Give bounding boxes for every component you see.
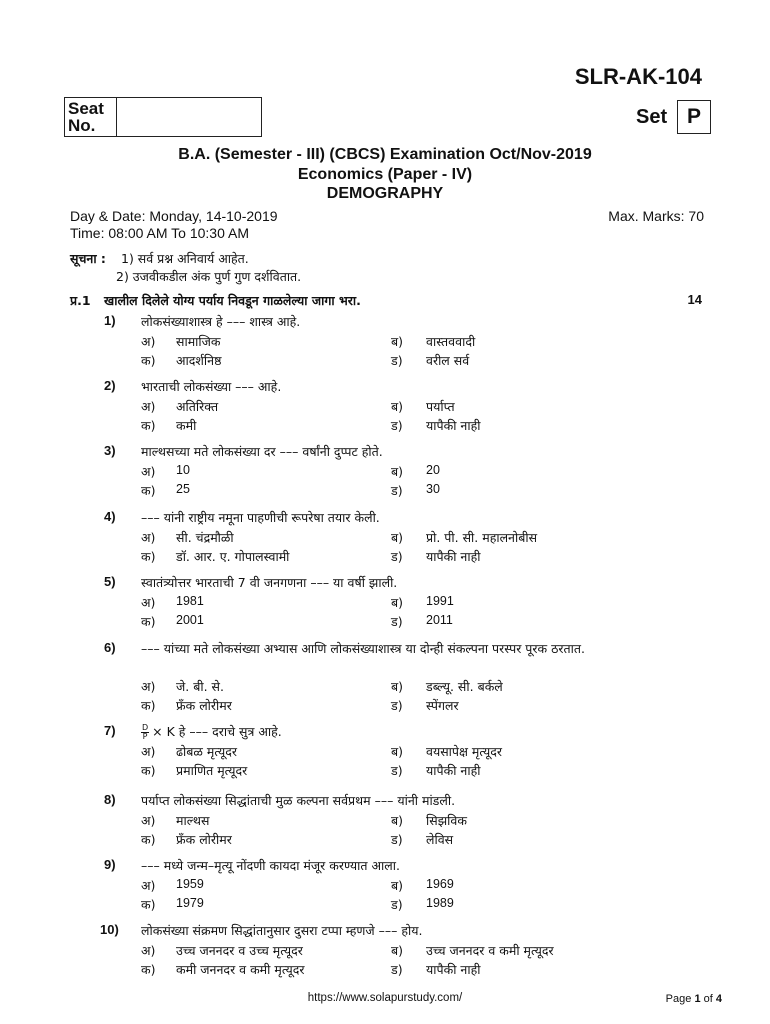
question-text <box>141 509 661 526</box>
instruction-item: 2) उजवीकडील अंक पुर्ण गुण दर्शवितात. <box>116 269 302 284</box>
option-text: फ्रँक लोरीमर <box>176 832 232 847</box>
option-label: ब) <box>391 744 404 759</box>
option-label: ड) <box>391 698 403 713</box>
fraction-numerator: D <box>142 723 149 732</box>
option-label: क) <box>141 418 156 433</box>
option-text: ढोबळ मृत्यूदर <box>176 744 237 759</box>
question-text-body: × K हे ––– दराचे सुत्र आहे. <box>152 724 282 739</box>
option-label: क) <box>141 832 156 847</box>
footer-url: https://www.solapurstudy.com/ <box>307 992 463 1004</box>
question-text <box>141 443 661 460</box>
option-label: अ) <box>141 399 156 414</box>
option-label: ड) <box>391 614 403 629</box>
option-text: यापैकी नाही <box>426 763 481 778</box>
option-text: पर्याप्त <box>426 399 455 414</box>
option-text: कमी जननदर व कमी मृत्यूदर <box>176 962 305 977</box>
section-instruction: खालील दिलेले योग्य पर्याय निवडून गाळलेल्या जागा भरा. <box>104 293 361 308</box>
option-text: 1989 <box>426 896 454 910</box>
question-number: 10) <box>100 922 119 937</box>
option-text: वयसापेक्ष मृत्यूदर <box>426 744 503 759</box>
option-text: सी. चंद्रमौळी <box>176 530 234 545</box>
option-label: ब) <box>391 399 404 414</box>
question-text-body: लोकसंख्या संक्रमण सिद्धांतानुसार दुसरा टप्पा म्हणजे ––– होय. <box>141 923 423 938</box>
option-text: प्रो. पी. सी. महालनोबीस <box>426 530 538 545</box>
option-label: ब) <box>391 595 404 610</box>
exam-time: Time: 08:00 AM To 10:30 AM <box>70 225 249 241</box>
question-text <box>141 640 661 657</box>
option-text: 1979 <box>176 896 204 910</box>
option-text: अतिरिक्त <box>176 399 219 414</box>
option-text: माल्थस <box>176 813 210 828</box>
question-text <box>141 313 661 330</box>
exam-title: B.A. (Semester - III) (CBCS) Examination Oct/Nov-2019 <box>178 146 592 163</box>
option-text: यापैकी नाही <box>426 549 481 564</box>
option-label: क) <box>141 549 156 564</box>
option-label: क) <box>141 353 156 368</box>
question-text <box>141 857 661 874</box>
question-number: 8) <box>104 792 116 807</box>
instructions-label: सूचना : <box>70 251 106 266</box>
page-word: Page <box>665 993 692 1005</box>
option-label: क) <box>141 614 156 629</box>
seat-number-box <box>64 97 262 137</box>
fraction <box>141 724 149 741</box>
option-label: क) <box>141 897 156 912</box>
option-label: ब) <box>391 334 404 349</box>
option-text: लेविस <box>426 832 454 847</box>
question-number: 1) <box>104 313 116 328</box>
option-text: वरील सर्व <box>426 353 470 368</box>
option-text: सामाजिक <box>176 334 221 349</box>
question-number: 4) <box>104 509 116 524</box>
option-label: क) <box>141 483 156 498</box>
question-text-body: लोकसंख्याशास्त्र हे ––– शास्त्र आहे. <box>141 314 301 329</box>
option-label: ब) <box>391 878 404 893</box>
option-text: उच्च जननदर व उच्च मृत्यूदर <box>176 943 303 958</box>
option-text: वास्तववादी <box>426 334 476 349</box>
section-marks: 14 <box>687 292 702 307</box>
option-label: अ) <box>141 595 156 610</box>
option-label: अ) <box>141 334 156 349</box>
option-label: क) <box>141 763 156 778</box>
paper-code: SLR-AK-104 <box>574 64 702 89</box>
option-text: कमी <box>176 418 197 433</box>
page-of: of <box>703 993 713 1005</box>
page-total: 4 <box>715 993 722 1005</box>
option-text: 1981 <box>176 594 204 608</box>
option-label: ड) <box>391 832 403 847</box>
option-text: यापैकी नाही <box>426 962 481 977</box>
option-text: 10 <box>176 463 190 477</box>
option-label: ब) <box>391 679 404 694</box>
option-text: जे. बी. से. <box>176 679 224 694</box>
option-label: क) <box>141 698 156 713</box>
option-text: 2001 <box>176 613 204 627</box>
page-number: 1 <box>694 993 701 1005</box>
option-label: अ) <box>141 530 156 545</box>
option-text: 30 <box>426 482 440 496</box>
option-label: ड) <box>391 353 403 368</box>
question-text <box>141 574 661 591</box>
option-label: ड) <box>391 483 403 498</box>
option-label: ब) <box>391 464 404 479</box>
option-text: उच्च जननदर व कमी मृत्यूदर <box>426 943 554 958</box>
question-text-body: पर्याप्त लोकसंख्या सिद्धांताची मुळ कल्पना सर्वप्रथम ––– यांनी मांडली. <box>141 793 456 808</box>
option-text: डॉ. आर. ए. गोपालस्वामी <box>176 549 290 564</box>
seat-label: Seat No. <box>65 98 117 136</box>
option-label: ड) <box>391 897 403 912</box>
option-label: ड) <box>391 549 403 564</box>
option-text: फ्रँक लोरीमर <box>176 698 232 713</box>
option-text: स्पेंगलर <box>426 698 459 713</box>
question-number: 5) <box>104 574 116 589</box>
question-text-body: ––– यांच्या मते लोकसंख्या अभ्यास आणि लोकसंख्याशास्त्र या दोन्ही संकल्पना परस्पर पूरक ठरतात. <box>141 641 585 656</box>
option-label: क) <box>141 962 156 977</box>
exam-subject: Economics (Paper - IV) <box>297 166 473 183</box>
set-label: Set <box>636 106 668 128</box>
question-number: 2) <box>104 378 116 393</box>
question-text-body: ––– मध्ये जन्म–मृत्यू नोंदणी कायदा मंजूर करण्यात आला. <box>141 858 400 873</box>
question-number: 3) <box>104 443 116 458</box>
option-label: ड) <box>391 763 403 778</box>
option-label: ब) <box>391 813 404 828</box>
instruction-item: 1) सर्व प्रश्न अनिवार्य आहेत. <box>121 251 249 266</box>
option-text: यापैकी नाही <box>426 418 481 433</box>
question-text-body: माल्थसच्या मते लोकसंख्या दर ––– वर्षांनी दुप्पट होते. <box>141 444 383 459</box>
option-text: सिझविक <box>426 813 467 828</box>
option-label: अ) <box>141 878 156 893</box>
option-text: 20 <box>426 463 440 477</box>
option-label: अ) <box>141 943 156 958</box>
option-text: प्रमाणित मृत्यूदर <box>176 763 248 778</box>
option-label: ब) <box>391 943 404 958</box>
option-label: ब) <box>391 530 404 545</box>
question-text-body: ––– यांनी राष्ट्रीय नमूना पाहणीची रूपरेषा तयार केली. <box>141 510 380 525</box>
option-label: अ) <box>141 813 156 828</box>
option-label: ड) <box>391 962 403 977</box>
question-text <box>141 922 661 939</box>
question-text <box>141 792 661 809</box>
option-text: डब्ल्यू. सी. बर्कले <box>426 679 503 694</box>
option-text: 1969 <box>426 877 454 891</box>
option-text: आदर्शनिष्ठ <box>176 353 222 368</box>
question-number: 9) <box>104 857 116 872</box>
option-label: अ) <box>141 679 156 694</box>
option-text: 25 <box>176 482 190 496</box>
exam-paper: DEMOGRAPHY <box>326 185 444 202</box>
question-number: 6) <box>104 640 116 655</box>
option-text: 1991 <box>426 594 454 608</box>
max-marks: Max. Marks: 70 <box>608 208 704 224</box>
question-text <box>141 378 661 395</box>
set-box: P <box>677 100 711 134</box>
day-date: Day & Date: Monday, 14-10-2019 <box>70 208 278 224</box>
fraction-denominator: P <box>142 732 148 741</box>
option-label: अ) <box>141 744 156 759</box>
question-number: 7) <box>104 723 116 738</box>
option-label: ड) <box>391 418 403 433</box>
question-text-body: भारताची लोकसंख्या ––– आहे. <box>141 379 282 394</box>
section-number: प्र.1 <box>70 293 91 308</box>
page-indicator <box>666 993 722 1005</box>
option-text: 2011 <box>426 613 453 627</box>
option-text: 1959 <box>176 877 204 891</box>
question-text-body: स्वातंत्र्योत्तर भारताची 7 वी जनगणना ––– या वर्षी झाली. <box>141 575 398 590</box>
question-text <box>141 723 661 741</box>
option-label: अ) <box>141 464 156 479</box>
